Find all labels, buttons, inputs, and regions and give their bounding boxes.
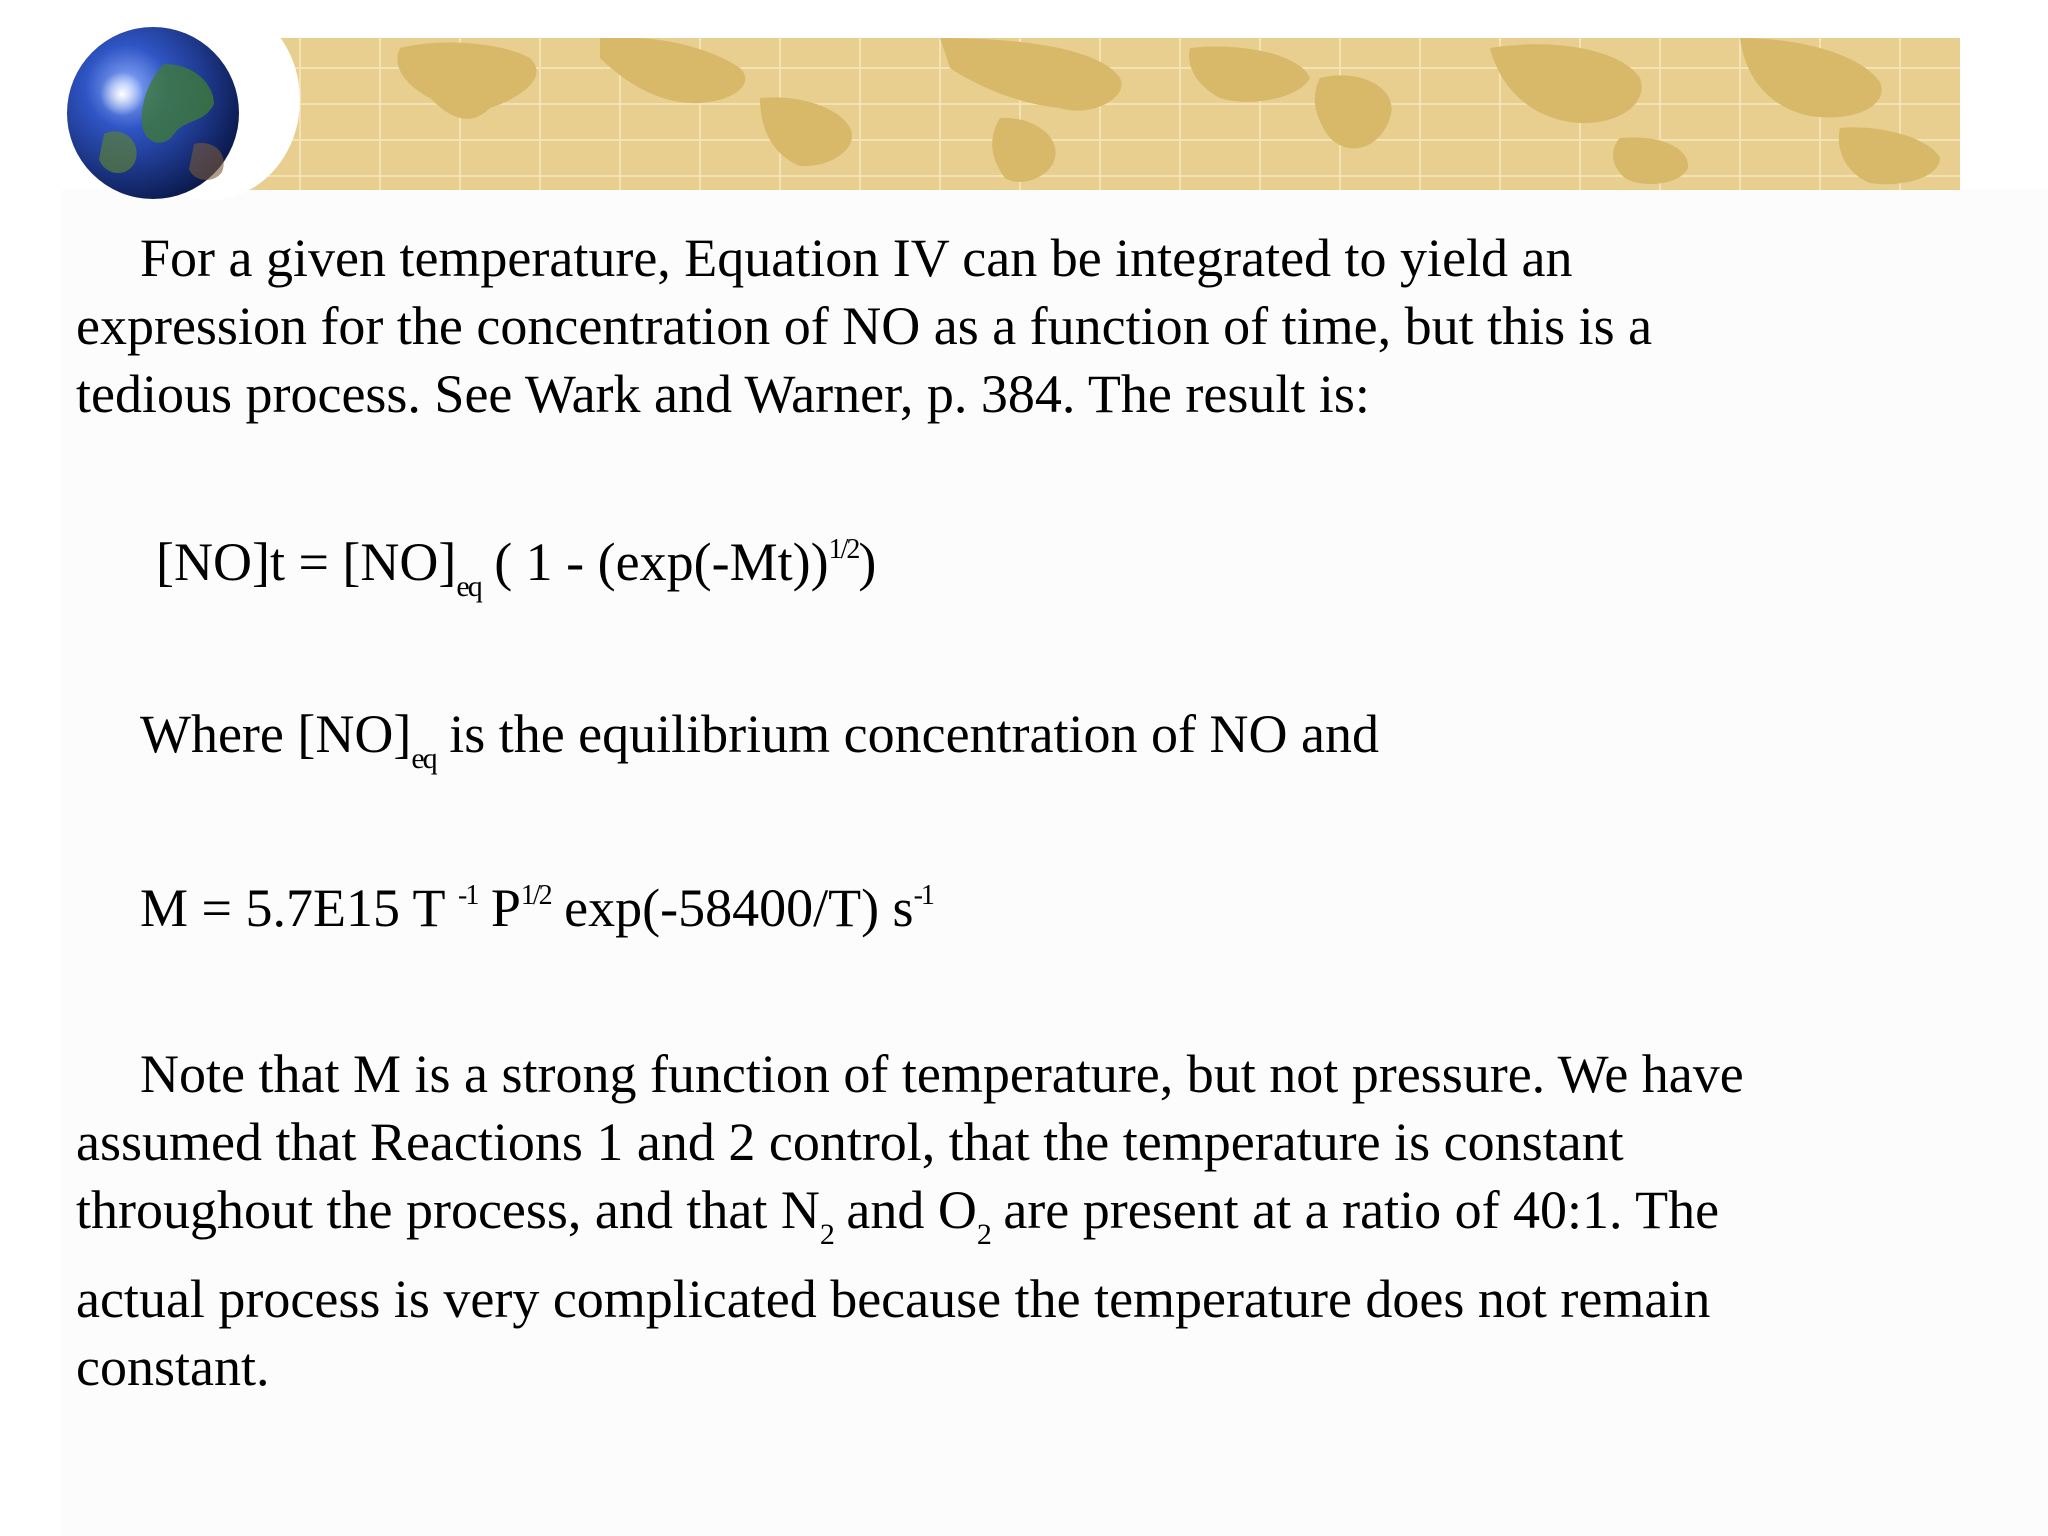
equation-no-concentration [156, 528, 876, 606]
equation-end: ) [858, 532, 877, 592]
world-map-graphic [240, 38, 1960, 190]
globe-icon [64, 24, 242, 202]
paragraph-intro-line-3: tedious process. See Wark and Warner, p. 384. The result is: [76, 364, 1370, 424]
paragraph-note-line-3 [76, 1176, 1744, 1253]
equation-m-sup-1: -1 [458, 880, 478, 911]
equation-m-sup-2: 1/2 [520, 880, 551, 911]
paragraph-note-line-1: Note that M is a strong function of temperature, but not pressure. We have [140, 1044, 1744, 1104]
equation-m [140, 874, 933, 952]
equation-m-part-1: M = 5.7E15 T [140, 878, 458, 938]
paragraph-note [76, 1040, 1744, 1401]
paragraph-note-line-3-b: and O [832, 1180, 977, 1240]
where-line-pre: Where [NO] [140, 704, 412, 764]
paragraph-note-line-3-a: throughout the process, and that N [76, 1180, 820, 1240]
where-line [140, 700, 1379, 777]
equation-m-part-2: P [477, 878, 521, 938]
where-line-subscript-eq: eq [411, 742, 436, 775]
paragraph-intro [76, 224, 1652, 428]
nitrogen-subscript: 2 [819, 1218, 833, 1251]
paragraph-intro-line-1: For a given temperature, Equation IV can be integrated to yield an [140, 228, 1573, 288]
where-line-post: is the equilibrium concentration of NO and [435, 704, 1379, 764]
equation-subscript-eq: eq [456, 570, 481, 603]
equation-m-part-3: exp(-58400/T) s [550, 878, 914, 938]
equation-middle: ( 1 - (exp(-Mt)) [480, 532, 829, 592]
paragraph-note-line-5: constant. [76, 1337, 270, 1397]
paragraph-intro-line-2: expression for the concentration of NO as a function of time, but this is a [76, 296, 1653, 356]
paragraph-note-line-2: assumed that Reactions 1 and 2 control, that the temperature is constant [76, 1112, 1624, 1172]
equation-lhs: [NO]t = [NO] [156, 532, 457, 592]
world-map-banner [240, 38, 1960, 190]
oxygen-subscript: 2 [976, 1218, 990, 1251]
paragraph-note-line-3-c: are present at a ratio of 40:1. The [989, 1180, 1720, 1240]
equation-m-sup-3: -1 [913, 880, 933, 911]
paragraph-note-line-4: actual process is very complicated because the temperature does not remain [76, 1269, 1711, 1329]
equation-exponent: 1/2 [828, 534, 859, 565]
